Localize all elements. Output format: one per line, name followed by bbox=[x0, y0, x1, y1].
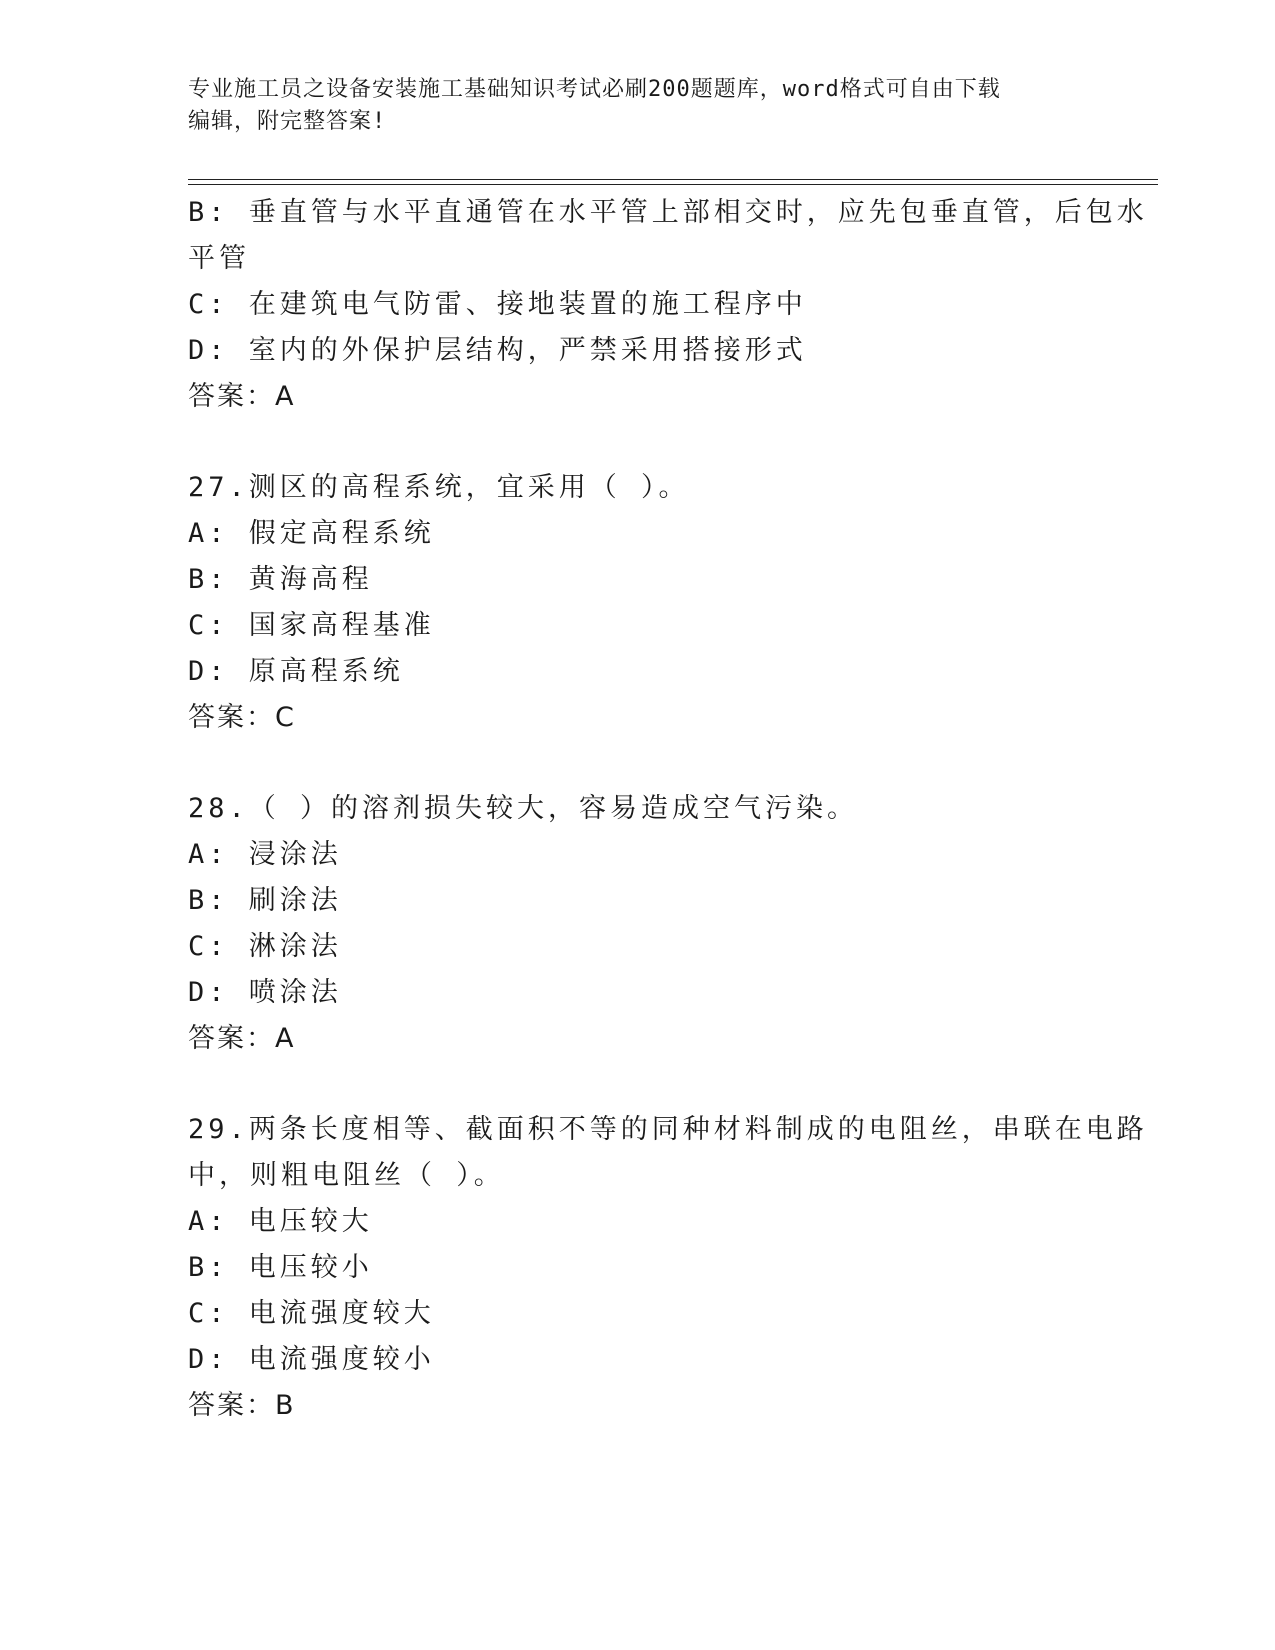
header-rule-top bbox=[188, 179, 1158, 180]
question-stem: 28.（ ）的溶剂损失较大，容易造成空气污染。 bbox=[188, 793, 859, 824]
option-a: A: 假定高程系统 bbox=[188, 518, 435, 549]
question-block-29 bbox=[188, 1107, 1148, 1429]
question-stem: 27.测区的高程系统，宜采用（ ）。 bbox=[188, 472, 690, 503]
option-a: A: 电压较大 bbox=[188, 1206, 373, 1237]
header-title-line-2: 编辑，附完整答案! bbox=[188, 109, 387, 134]
option-d: D: 喷涂法 bbox=[188, 977, 342, 1008]
option-b: B: 电压较小 bbox=[188, 1252, 373, 1283]
question-spacer bbox=[188, 1062, 1088, 1107]
option-c: C: 淋涂法 bbox=[188, 931, 342, 962]
header-title-line-1: 专业施工员之设备安装施工基础知识考试必刷200题题库，word格式可自由下载 bbox=[188, 77, 1001, 102]
answer-label: 答案：B bbox=[188, 1390, 296, 1421]
header-rule-bottom bbox=[188, 184, 1158, 185]
option-b-line-1: B: 垂直管与水平直通管在水平管上部相交时，应先包垂直管，后包水 bbox=[188, 197, 1148, 228]
question-stem-line-2: 中，则粗电阻丝（ ）。 bbox=[188, 1160, 505, 1191]
option-d: D: 电流强度较小 bbox=[188, 1344, 435, 1375]
option-d: D: 原高程系统 bbox=[188, 656, 404, 687]
answer-label: 答案：A bbox=[188, 1023, 296, 1054]
option-c: C: 国家高程基准 bbox=[188, 610, 435, 641]
question-block-26-continued bbox=[188, 190, 1148, 420]
option-c: C: 在建筑电气防雷、接地装置的施工程序中 bbox=[188, 289, 807, 320]
answer-label: 答案：C bbox=[188, 702, 296, 733]
question-spacer bbox=[188, 741, 1088, 786]
question-stem-line-1: 29.两条长度相等、截面积不等的同种材料制成的电阻丝，串联在电路 bbox=[188, 1114, 1148, 1145]
question-content bbox=[188, 190, 1148, 1429]
answer-label: 答案：A bbox=[188, 381, 296, 412]
option-b: B: 刷涂法 bbox=[188, 885, 342, 916]
option-b-line-2: 平管 bbox=[188, 243, 250, 274]
document-header bbox=[188, 74, 1088, 138]
option-d: D: 室内的外保护层结构，严禁采用搭接形式 bbox=[188, 335, 807, 366]
option-a: A: 浸涂法 bbox=[188, 839, 342, 870]
option-c: C: 电流强度较大 bbox=[188, 1298, 435, 1329]
question-block-28 bbox=[188, 786, 1088, 1062]
question-block-27 bbox=[188, 465, 1088, 741]
option-b: B: 黄海高程 bbox=[188, 564, 373, 595]
question-spacer bbox=[188, 420, 1088, 465]
